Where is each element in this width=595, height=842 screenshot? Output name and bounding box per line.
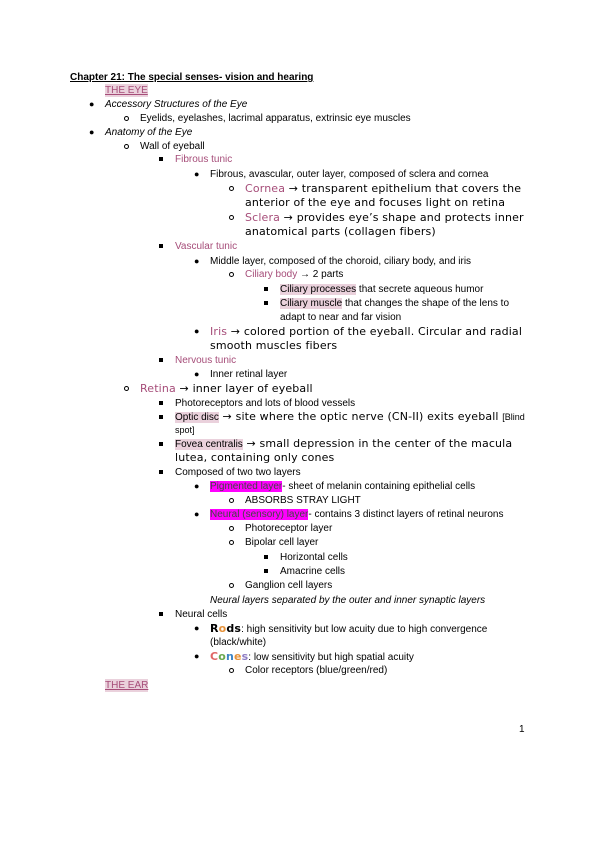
bullet-square xyxy=(159,401,163,405)
accessory-items: Eyelids, eyelashes, lacrimal apparatus, extrinsic eye muscles xyxy=(140,113,411,124)
photoreceptors-vessels: Photoreceptors and lots of blood vessels xyxy=(175,398,356,409)
bullet-square xyxy=(159,470,163,474)
sclera-desc-cont: anatomical parts (collagen fibers) xyxy=(245,225,436,238)
bullet-circle xyxy=(229,272,234,277)
amacrine-cells: Amacrine cells xyxy=(280,566,346,577)
ciliary-muscle-term: Ciliary muscle xyxy=(280,298,343,309)
neural-layer-term: Neural (sensory) layer xyxy=(210,509,309,520)
chapter-title: Chapter 21: The special senses- vision and hearing xyxy=(70,72,314,83)
cones-term: Cones xyxy=(210,650,249,663)
bullet-square xyxy=(264,569,268,573)
bullet-dot: ● xyxy=(194,481,200,491)
fovea-desc: → small depression in the center of the macula xyxy=(242,437,513,450)
bullet-circle xyxy=(229,668,234,673)
wall-of-eyeball: Wall of eyeball xyxy=(140,141,205,152)
bullet-square xyxy=(264,301,268,305)
cornea-desc-cont: anterior of the eye and focuses light on retina xyxy=(245,196,506,209)
bullet-dot: ● xyxy=(194,326,200,336)
ciliary-processes-term: Ciliary processes xyxy=(280,284,357,295)
nervous-tunic-label: Nervous tunic xyxy=(175,355,237,366)
anatomy-label: Anatomy of the Eye xyxy=(105,127,193,138)
cones-desc: : low sensitivity but high spatial acuity xyxy=(248,652,414,663)
blind-spot-note-cont: spot] xyxy=(175,425,195,435)
bullet-dot: ● xyxy=(89,99,95,109)
fovea-term: Fovea centralis xyxy=(175,439,243,450)
sclera-term: Sclera xyxy=(245,211,281,224)
cones-line xyxy=(210,650,414,664)
bullet-dot: ● xyxy=(194,256,200,266)
photoreceptor-layer: Photoreceptor layer xyxy=(245,523,333,534)
bullet-square xyxy=(264,287,268,291)
cornea-term: Cornea xyxy=(245,182,286,195)
ciliary-body-line xyxy=(245,268,343,281)
vascular-desc: Middle layer, composed of the choroid, ciliary body, and iris xyxy=(210,256,472,267)
cornea-line xyxy=(245,182,521,195)
rods-desc: : high sensitivity but low acuity due to high convergence xyxy=(241,624,488,635)
bullet-circle xyxy=(124,144,129,149)
accessory-label: Accessory Structures of the Eye xyxy=(105,99,248,110)
absorbs-stray-light: ABSORBS STRAY LIGHT xyxy=(245,495,361,506)
bullet-circle xyxy=(229,526,234,531)
composed-layers: Composed of two two layers xyxy=(175,467,301,478)
retina-line xyxy=(140,382,313,395)
color-receptors: Color receptors (blue/green/red) xyxy=(245,665,388,676)
bullet-circle xyxy=(229,583,234,588)
cornea-desc: → transparent epithelium that covers the xyxy=(285,182,522,195)
bullet-dot: ● xyxy=(194,651,200,661)
bullet-dot: ● xyxy=(89,127,95,137)
bullet-dot: ● xyxy=(194,169,200,179)
optic-disc-term: Optic disc xyxy=(175,412,219,423)
synaptic-note: Neural layers separated by the outer and inner synaptic layers xyxy=(210,595,486,606)
fibrous-tunic-label: Fibrous tunic xyxy=(175,154,233,165)
nervous-desc: Inner retinal layer xyxy=(210,369,288,380)
sclera-desc: → provides eye’s shape and protects inner xyxy=(280,211,524,224)
neural-layer-desc: - contains 3 distinct layers of retinal neurons xyxy=(308,509,504,520)
bullet-square xyxy=(159,358,163,362)
ciliary-processes-line xyxy=(280,283,483,296)
neural-cells: Neural cells xyxy=(175,609,228,620)
retina-term: Retina xyxy=(140,382,176,395)
bullet-square xyxy=(159,442,163,446)
ciliary-processes-desc: that secrete aqueous humor xyxy=(356,284,484,295)
blind-spot-note: [Blind xyxy=(502,412,525,422)
rods-desc-cont: (black/white) xyxy=(210,637,267,648)
neural-layer-line xyxy=(210,508,503,521)
optic-disc-line xyxy=(175,410,525,424)
bipolar-layer: Bipolar cell layer xyxy=(245,537,319,548)
iris-desc-cont: smooth muscles fibers xyxy=(210,339,338,352)
bullet-square xyxy=(159,244,163,248)
ear-heading: THE EAR xyxy=(105,680,149,691)
bullet-circle xyxy=(229,540,234,545)
bullet-circle xyxy=(124,386,129,391)
bullet-square xyxy=(159,612,163,616)
bullet-dot: ● xyxy=(194,369,200,379)
horizontal-cells: Horizontal cells xyxy=(280,552,348,563)
bullet-square xyxy=(159,415,163,419)
pigmented-line xyxy=(210,480,475,493)
ciliary-muscle-desc: that changes the shape of the lens to xyxy=(342,298,510,309)
bullet-square xyxy=(264,555,268,559)
ciliary-body-desc: → 2 parts xyxy=(297,269,344,280)
iris-term: Iris xyxy=(210,325,228,338)
bullet-dot: ● xyxy=(194,623,200,633)
vascular-tunic-label: Vascular tunic xyxy=(175,241,238,252)
bullet-circle xyxy=(124,116,129,121)
fibrous-desc: Fibrous, avascular, outer layer, composed of sclera and cornea xyxy=(210,169,489,180)
ganglion-layers: Ganglion cell layers xyxy=(245,580,333,591)
pigmented-desc: - sheet of melanin containing epithelial cells xyxy=(282,481,476,492)
fovea-desc-cont: lutea, containing only cones xyxy=(175,451,335,464)
page-number: 1 xyxy=(519,724,525,735)
retina-desc: → inner layer of eyeball xyxy=(175,382,313,395)
ciliary-muscle-line xyxy=(280,297,509,310)
eye-heading: THE EYE xyxy=(105,85,148,96)
fovea-line xyxy=(175,437,512,451)
rods-term: Rods xyxy=(210,622,242,635)
bullet-square xyxy=(159,157,163,161)
iris-desc: → colored portion of the eyeball. Circular and radial xyxy=(227,325,523,338)
bullet-dot: ● xyxy=(194,509,200,519)
bullet-circle xyxy=(229,498,234,503)
optic-disc-desc: → site where the optic nerve (CN-II) exits eyeball xyxy=(218,410,503,423)
sclera-line xyxy=(245,211,524,224)
ciliary-body-term: Ciliary body xyxy=(245,269,298,280)
rods-line xyxy=(210,622,487,636)
bullet-circle xyxy=(229,215,234,220)
iris-line xyxy=(210,325,522,338)
ciliary-muscle-desc-cont: adapt to near and far vision xyxy=(280,312,402,323)
bullet-circle xyxy=(229,186,234,191)
pigmented-term: Pigmented layer xyxy=(210,481,283,492)
